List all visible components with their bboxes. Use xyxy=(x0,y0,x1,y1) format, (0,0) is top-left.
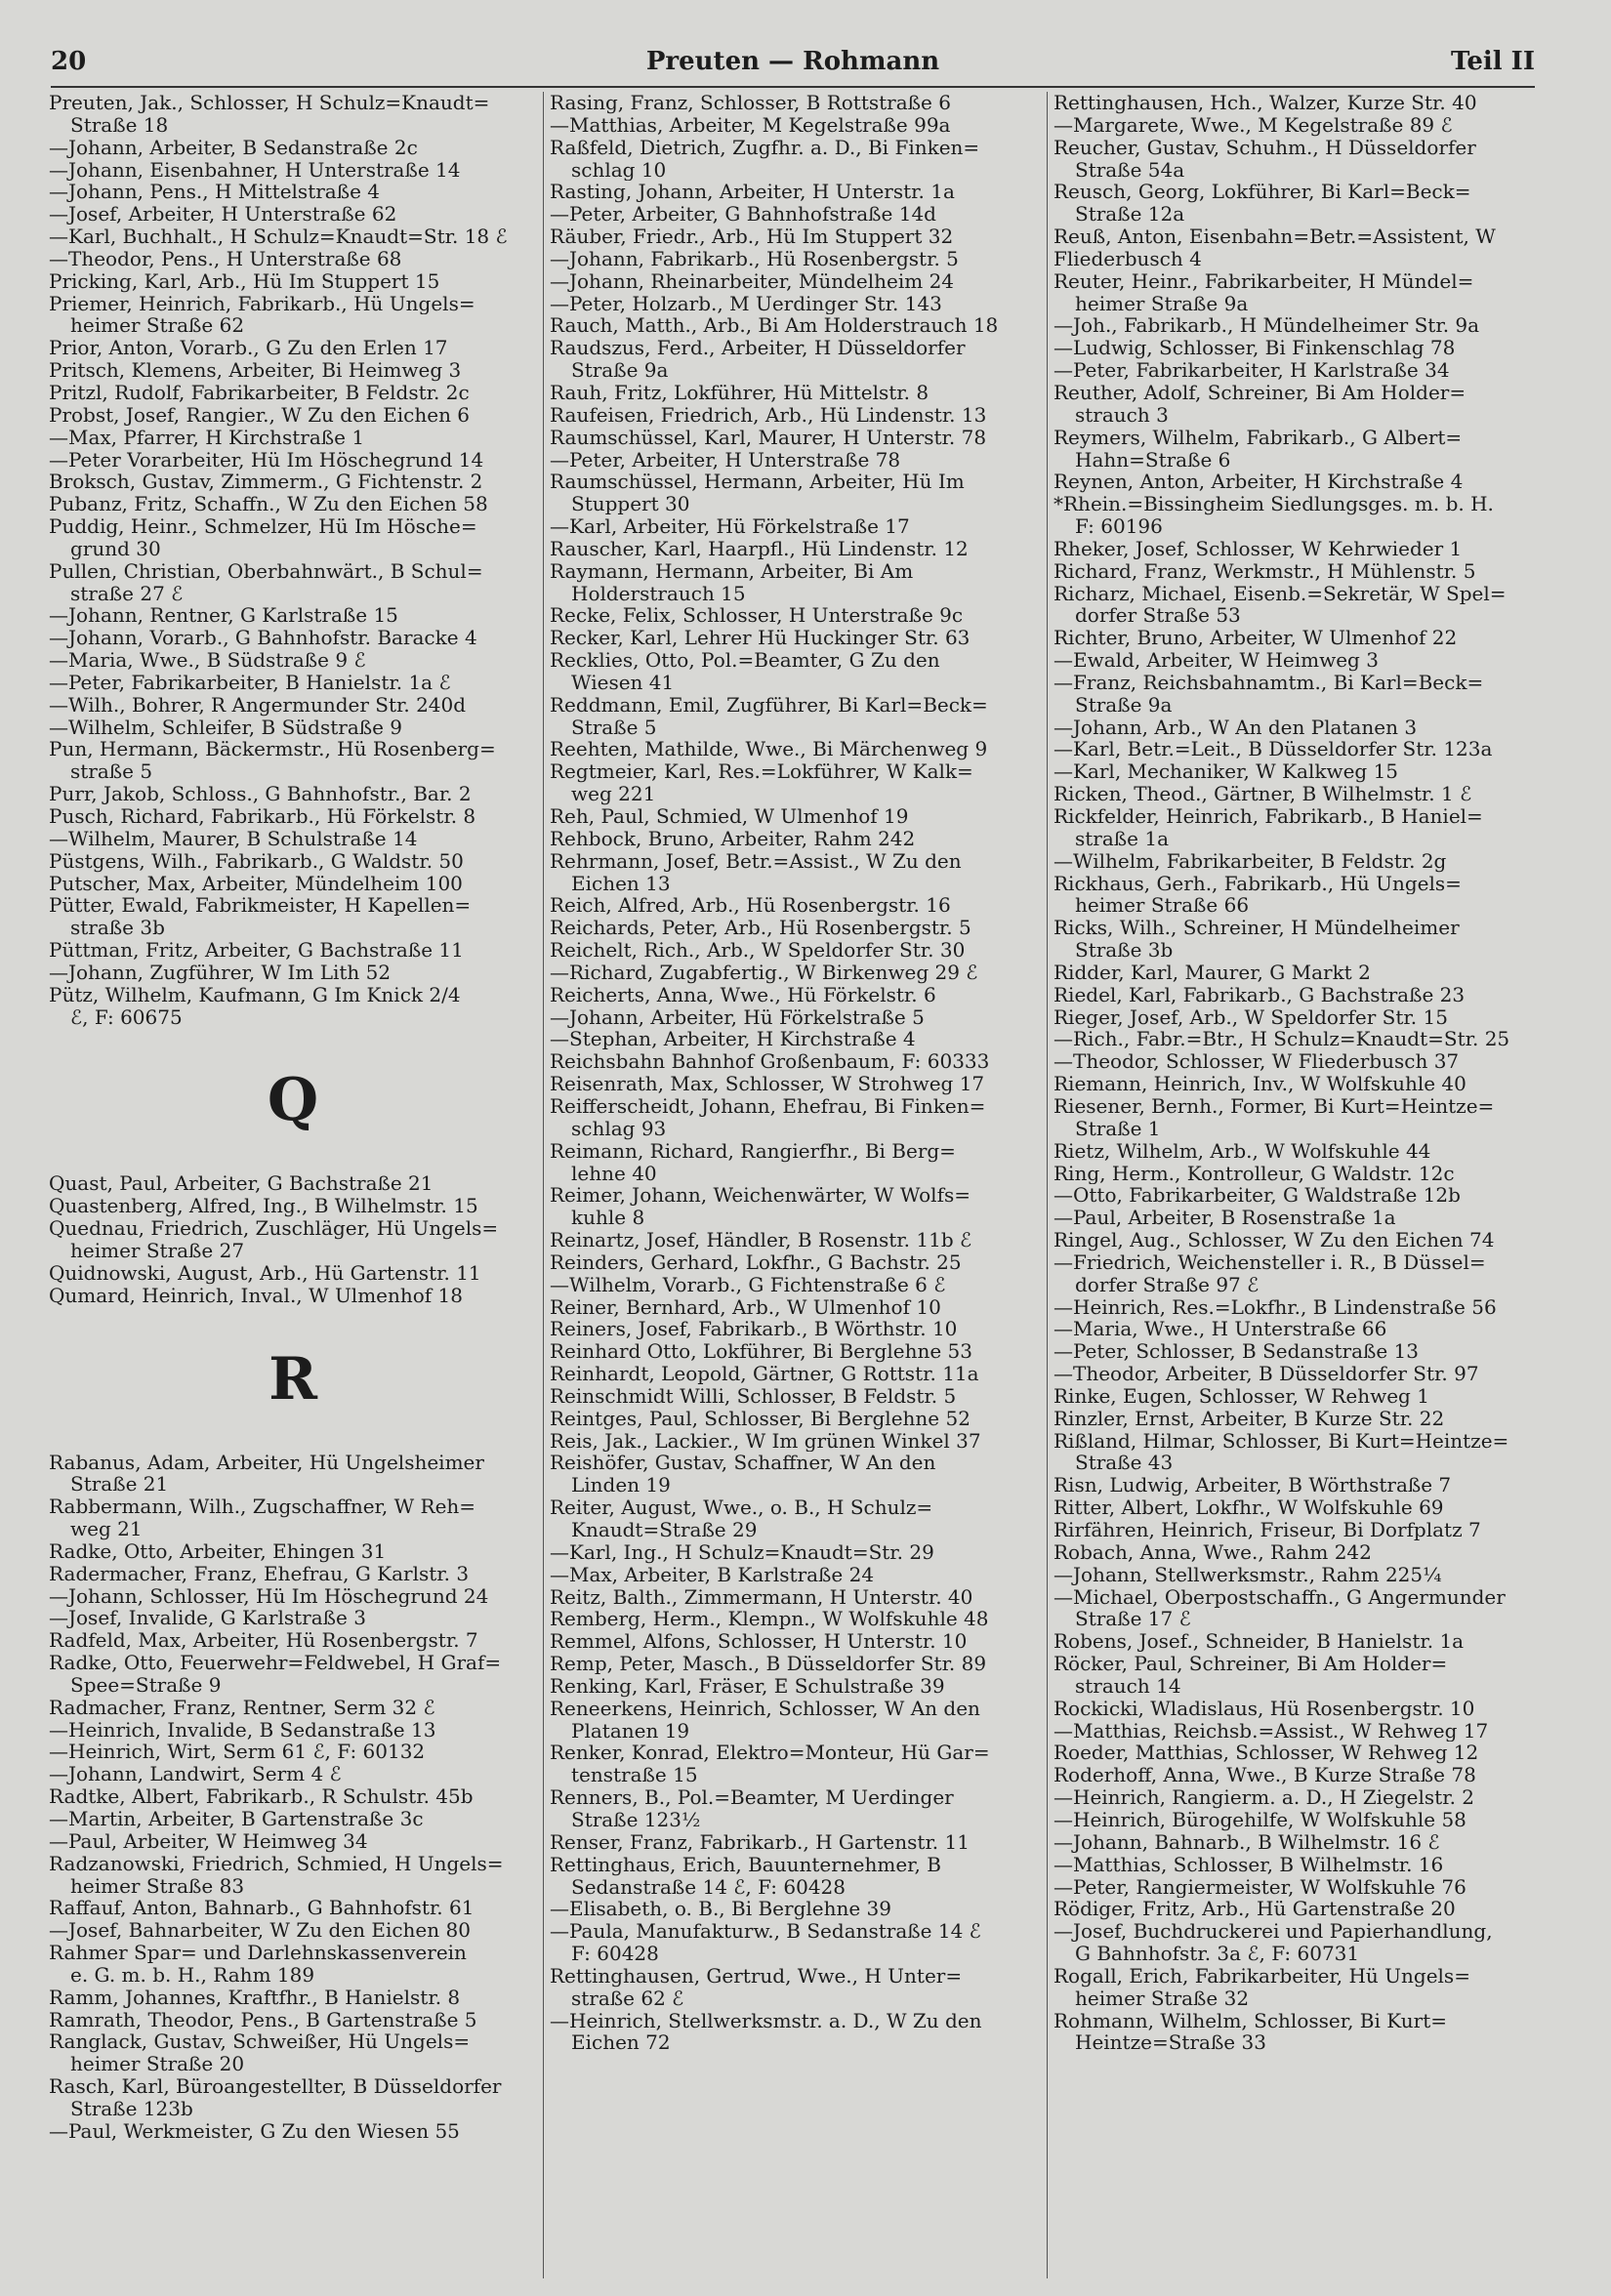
directory-entry: Radfeld, Max, Arbeiter, Hü Rosenbergstr. 7 xyxy=(49,1629,478,1653)
directory-entry: Reinhard Otto, Lokführer, Bi Berglehne 53 xyxy=(550,1340,972,1364)
directory-entry: —Peter, Fabrikarbeiter, H Karlstraße 34 xyxy=(1053,359,1450,382)
section-letter-heading: Q xyxy=(267,1066,319,1135)
section-spacer xyxy=(49,1151,537,1172)
directory-entry: Rogall, Erich, Fabrikarbeiter, Hü Ungels= xyxy=(1053,1964,1470,1988)
directory-entry: Reifferscheidt, Johann, Ehefrau, Bi Finken= xyxy=(550,1094,986,1118)
directory-entry: Reis, Jak., Lackier., W Im grünen Winkel 37 xyxy=(550,1429,981,1453)
directory-entry: Rettinghausen, Hch., Walzer, Kurze Str. 40 xyxy=(1053,92,1477,114)
directory-entry: Raumschüssel, Hermann, Arbeiter, Hü Im xyxy=(550,471,965,494)
directory-entry: —Otto, Fabrikarbeiter, G Waldstraße 12b xyxy=(1053,1184,1461,1208)
directory-entry: —Peter Vorarbeiter, Hü Im Höschegrund 14 xyxy=(49,448,484,472)
directory-entry: Raymann, Hermann, Arbeiter, Bi Am xyxy=(550,559,914,583)
directory-entry: —Max, Arbeiter, B Karlstraße 24 xyxy=(550,1563,875,1586)
directory-entry: Reynen, Anton, Arbeiter, H Kirchstraße 4 xyxy=(1053,471,1464,494)
directory-entry: Rißland, Hilmar, Schlosser, Bi Kurt=Heintze= xyxy=(1053,1429,1509,1453)
directory-entry: Rabanus, Adam, Arbeiter, Hü Ungelsheimer xyxy=(49,1451,484,1474)
entry-continuation: straße 62 ℰ xyxy=(571,1987,684,2010)
directory-entry: Reuter, Heinr., Fabrikarbeiter, H Mündel= xyxy=(1053,269,1474,293)
entry-continuation: e. G. m. b. H., Rahm 189 xyxy=(70,1963,315,1987)
entry-continuation: Eichen 72 xyxy=(571,2031,671,2055)
directory-entry: Reisenrath, Max, Schlosser, W Strohweg 17 xyxy=(550,1073,985,1095)
directory-entry: Raßfeld, Dietrich, Zugfhr. a. D., Bi Finken= xyxy=(550,136,980,159)
entry-continuation: Hahn=Straße 6 xyxy=(1075,448,1231,472)
directory-entry: Renser, Franz, Fabrikarb., H Gartenstr. 11 xyxy=(550,1830,970,1854)
directory-entry: Ringel, Aug., Schlosser, W Zu den Eichen 74 xyxy=(1053,1229,1495,1251)
directory-entry: —Paul, Arbeiter, W Heimweg 34 xyxy=(49,1829,368,1853)
entry-continuation: Straße 9a xyxy=(1075,693,1173,717)
entry-continuation: weg 21 xyxy=(70,1518,143,1540)
directory-entry: Reh, Paul, Schmied, W Ulmenhof 19 xyxy=(550,805,909,828)
directory-entry: Reinartz, Josef, Händler, B Rosenstr. 11b ℰ xyxy=(550,1229,972,1251)
directory-entry: —Heinrich, Res.=Lokfhr., B Lindenstraße 56 xyxy=(1053,1295,1497,1319)
directory-entry: —Wilh., Bohrer, R Angermunder Str. 240d xyxy=(49,693,467,717)
directory-entry: —Peter, Holzarb., M Uerdinger Str. 143 xyxy=(550,292,942,315)
directory-entry: —Johann, Bahnarb., B Wilhelmstr. 16 ℰ xyxy=(1053,1830,1440,1854)
entry-continuation: Eichen 13 xyxy=(571,872,671,895)
entry-continuation: straße 5 xyxy=(70,760,153,784)
directory-entry: —Karl, Arbeiter, Hü Förkelstraße 17 xyxy=(550,515,910,538)
directory-entry: Reich, Alfred, Arb., Hü Rosenbergstr. 16 xyxy=(550,894,951,918)
directory-entry: Rheker, Josef, Schlosser, W Kehrwieder 1 xyxy=(1053,537,1463,560)
directory-column-3 xyxy=(1047,92,1544,2278)
entry-continuation: Stuppert 30 xyxy=(571,493,690,516)
directory-entry: —Johann, Rentner, G Karlstraße 15 xyxy=(49,604,398,628)
directory-entry: Rehrmann, Josef, Betr.=Assist., W Zu den xyxy=(550,849,962,873)
directory-entry: Reintges, Paul, Schlosser, Bi Berglehne 52 xyxy=(550,1407,971,1430)
entry-continuation: Linden 19 xyxy=(571,1474,671,1497)
directory-entry: Robach, Anna, Wwe., Rahm 242 xyxy=(1053,1540,1372,1564)
page-header xyxy=(51,43,1535,88)
directory-entry: —Johann, Schlosser, Hü Im Höschegrund 24 xyxy=(49,1584,489,1608)
directory-entry: Ricken, Theod., Gärtner, B Wilhelmstr. 1 ℰ xyxy=(1053,783,1472,805)
directory-entry: Püstgens, Wilh., Fabrikarb., G Waldstr. 50 xyxy=(49,849,464,873)
directory-entry: Reinhardt, Leopold, Gärtner, G Rottstr. 11a xyxy=(550,1363,979,1385)
directory-entry: —Paul, Werkmeister, G Zu den Wiesen 55 xyxy=(49,2119,460,2143)
directory-entry: Rauch, Matth., Arb., Bi Am Holderstrauch 18 xyxy=(550,314,999,338)
directory-entry: Renker, Konrad, Elektro=Monteur, Hü Gar= xyxy=(550,1742,990,1765)
directory-entry: Röcker, Paul, Schreiner, Bi Am Holder= xyxy=(1053,1653,1448,1675)
directory-entry: *Rhein.=Bissingheim Siedlungsges. m. b. H. xyxy=(1053,493,1494,516)
entry-continuation: heimer Straße 83 xyxy=(70,1874,245,1898)
directory-entry: —Johann, Landwirt, Serm 4 ℰ xyxy=(49,1763,342,1786)
entry-continuation: heimer Straße 62 xyxy=(70,314,245,338)
directory-entry: Puddig, Heinr., Schmelzer, Hü Im Hösche= xyxy=(49,515,477,538)
directory-entry: —Wilhelm, Vorarb., G Fichtenstraße 6 ℰ xyxy=(550,1273,946,1296)
directory-entry: —Heinrich, Stellwerksmstr. a. D., W Zu den xyxy=(550,2009,982,2032)
section-spacer xyxy=(49,1028,537,1049)
entry-continuation: kuhle 8 xyxy=(571,1207,645,1230)
entry-continuation: Straße 123b xyxy=(70,2097,193,2120)
entry-continuation: heimer Straße 20 xyxy=(70,2053,245,2076)
directory-entry: —Paul, Arbeiter, B Rosenstraße 1a xyxy=(1053,1207,1396,1230)
directory-entry: —Theodor, Schlosser, W Fliederbusch 37 xyxy=(1053,1050,1460,1074)
entry-continuation: heimer Straße 32 xyxy=(1075,1987,1250,2010)
directory-entry: —Peter, Schlosser, B Sedanstraße 13 xyxy=(1053,1340,1419,1364)
directory-entry: Rettinghausen, Gertrud, Wwe., H Unter= xyxy=(550,1964,963,1988)
directory-entry: Raufeisen, Friedrich, Arb., Hü Lindenstr. 13 xyxy=(550,403,987,427)
directory-entry: Rauscher, Karl, Haarpfl., Hü Lindenstr. 12 xyxy=(550,537,969,560)
directory-entry: —Johann, Vorarb., G Bahnhofstr. Baracke 4 xyxy=(49,627,477,650)
directory-entry: Ritter, Albert, Lokfhr., W Wolfskuhle 69 xyxy=(1053,1496,1444,1519)
entry-continuation: heimer Straße 27 xyxy=(70,1239,245,1262)
directory-entry: —Johann, Arbeiter, B Sedanstraße 2c xyxy=(49,136,418,159)
directory-entry: Remmel, Alfons, Schlosser, H Unterstr. 10 xyxy=(550,1630,968,1654)
directory-entry: —Maria, Wwe., H Unterstraße 66 xyxy=(1053,1318,1387,1341)
directory-entry: Radzanowski, Friedrich, Schmied, H Ungels= xyxy=(49,1852,504,1875)
directory-entry: Ricks, Wilh., Schreiner, H Mündelheimer xyxy=(1053,917,1460,940)
directory-entry: Quast, Paul, Arbeiter, G Bachstraße 21 xyxy=(49,1172,434,1196)
entry-continuation: Knaudt=Straße 29 xyxy=(571,1519,758,1541)
directory-entry: —Matthias, Schlosser, B Wilhelmstr. 16 xyxy=(1053,1853,1444,1876)
directory-entry: —Johann, Pens., H Mittelstraße 4 xyxy=(49,181,380,204)
directory-entry: Pun, Hermann, Bäckermstr., Hü Rosenberg= xyxy=(49,738,496,761)
directory-entry: —Karl, Ing., H Schulz=Knaudt=Str. 29 xyxy=(550,1540,934,1564)
directory-entry: Pubanz, Fritz, Schaffn., W Zu den Eichen 58 xyxy=(49,493,488,516)
directory-entry: —Heinrich, Wirt, Serm 61 ℰ, F: 60132 xyxy=(49,1741,426,1764)
directory-entry: Raudszus, Ferd., Arbeiter, H Düsseldorfer xyxy=(550,337,966,360)
directory-entry: —Johann, Fabrikarb., Hü Rosenbergstr. 5 xyxy=(550,247,959,270)
directory-entry: —Stephan, Arbeiter, H Kirchstraße 4 xyxy=(550,1028,916,1051)
directory-entry: Pütter, Ewald, Fabrikmeister, H Kapellen= xyxy=(49,894,472,918)
directory-entry: —Rich., Fabr.=Btr., H Schulz=Knaudt=Str. 25 xyxy=(1053,1028,1510,1051)
directory-entry: —Franz, Reichsbahnamtm., Bi Karl=Beck= xyxy=(1053,671,1484,694)
directory-entry: Riedel, Karl, Fabrikarb., G Bachstraße 23 xyxy=(1053,983,1466,1006)
directory-entry: Putscher, Max, Arbeiter, Mündelheim 100 xyxy=(49,872,463,895)
directory-entry: —Theodor, Arbeiter, B Düsseldorfer Str. 97 xyxy=(1053,1363,1479,1385)
directory-entry: Recker, Karl, Lehrer Hü Huckinger Str. 63 xyxy=(550,627,971,650)
directory-entry: —Wilhelm, Schleifer, B Südstraße 9 xyxy=(49,716,403,739)
directory-entry: Rinzler, Ernst, Arbeiter, B Kurze Str. 22 xyxy=(1053,1407,1445,1430)
directory-entry: Reuß, Anton, Eisenbahn=Betr.=Assistent, W xyxy=(1053,226,1496,248)
directory-entry: Risn, Ludwig, Arbeiter, B Wörthstraße 7 xyxy=(1053,1474,1452,1497)
directory-entry: Probst, Josef, Rangier., W Zu den Eichen 6 xyxy=(49,403,471,427)
directory-entry: Reiners, Josef, Fabrikarb., B Wörthstr. 10 xyxy=(550,1318,958,1341)
directory-entry: Recklies, Otto, Pol.=Beamter, G Zu den xyxy=(550,649,940,672)
entry-continuation: F: 60428 xyxy=(571,1943,659,1965)
entry-continuation: lehne 40 xyxy=(571,1162,657,1185)
section-spacer xyxy=(49,1307,537,1329)
directory-entry: —Karl, Mechaniker, W Kalkweg 15 xyxy=(1053,760,1399,784)
directory-entry: Radmacher, Franz, Rentner, Serm 32 ℰ xyxy=(49,1696,435,1719)
entry-continuation: Wiesen 41 xyxy=(571,671,675,694)
directory-entry: Reehten, Mathilde, Wwe., Bi Märchenweg 9 xyxy=(550,738,988,761)
directory-entry: Prior, Anton, Vorarb., G Zu den Erlen 17 xyxy=(49,337,448,360)
section-letter-heading: R xyxy=(268,1344,317,1414)
directory-entry: Roderhoff, Anna, Wwe., B Kurze Straße 78 xyxy=(1053,1764,1476,1787)
directory-entry: Rickhaus, Gerh., Fabrikarb., Hü Ungels= xyxy=(1053,872,1462,895)
entry-continuation: Straße 17 ℰ xyxy=(1075,1608,1191,1631)
entry-continuation: G Bahnhofstr. 3a ℰ, F: 60731 xyxy=(1075,1943,1360,1965)
directory-entry: Rahmer Spar= und Darlehnskassenverein xyxy=(49,1942,467,1964)
directory-entry: —Paula, Manufakturw., B Sedanstraße 14 ℰ xyxy=(550,1920,981,1944)
directory-entry: —Peter, Fabrikarbeiter, B Hanielstr. 1a ℰ xyxy=(49,671,451,694)
directory-entry: Rinke, Eugen, Schlosser, W Rehweg 1 xyxy=(1053,1384,1429,1408)
directory-entry: —Josef, Arbeiter, H Unterstraße 62 xyxy=(49,203,397,226)
directory-entry: —Josef, Bahnarbeiter, W Zu den Eichen 80 xyxy=(49,1919,471,1943)
directory-entry: Rödiger, Fritz, Arb., Hü Gartenstraße 20 xyxy=(1053,1898,1456,1921)
directory-entry: Ramm, Johannes, Kraftfhr., B Hanielstr. 8 xyxy=(49,1986,461,2009)
directory-entry: Remberg, Herm., Klempn., W Wolfskuhle 48 xyxy=(550,1608,989,1631)
directory-entry: Reishöfer, Gustav, Schaffner, W An den xyxy=(550,1452,936,1475)
directory-entry: Riemann, Heinrich, Inv., W Wolfskuhle 40 xyxy=(1053,1073,1466,1095)
directory-entry: Rehbock, Bruno, Arbeiter, Rahm 242 xyxy=(550,827,916,850)
directory-entry: Reichelt, Rich., Arb., W Speldorfer Str. 30 xyxy=(550,939,966,962)
directory-entry: Radke, Otto, Feuerwehr=Feldwebel, H Graf= xyxy=(49,1652,502,1674)
entry-continuation: heimer Straße 9a xyxy=(1075,292,1249,315)
directory-entry: Rohmann, Wilhelm, Schlosser, Bi Kurt= xyxy=(1053,2009,1447,2032)
directory-entry: —Karl, Buchhalt., H Schulz=Knaudt=Str. 18 ℰ xyxy=(49,226,508,248)
directory-entry: Reinders, Gerhard, Lokfhr., G Bachstr. 25 xyxy=(550,1250,962,1274)
page-number: 20 xyxy=(51,47,87,76)
directory-entry: —Johann, Arb., W An den Platanen 3 xyxy=(1053,716,1418,739)
directory-entry: —Richard, Zugabfertig., W Birkenweg 29 ℰ xyxy=(550,961,978,984)
directory-entry: Reimer, Johann, Weichenwärter, W Wolfs= xyxy=(550,1184,971,1208)
directory-entry: —Heinrich, Invalide, B Sedanstraße 13 xyxy=(49,1718,436,1742)
entry-continuation: Platanen 19 xyxy=(571,1719,690,1742)
directory-entry: Regtmeier, Karl, Res.=Lokführer, W Kalk= xyxy=(550,760,973,784)
directory-entry: Radke, Otto, Arbeiter, Ehingen 31 xyxy=(49,1539,387,1563)
entry-continuation: Straße 123½ xyxy=(571,1808,701,1831)
directory-entry: Radermacher, Franz, Ehefrau, G Karlstr. 3 xyxy=(49,1562,470,1585)
directory-entry: Reimann, Richard, Rangierfhr., Bi Berg= xyxy=(550,1139,956,1163)
directory-entry: Reichards, Peter, Arb., Hü Rosenbergstr. 5 xyxy=(550,917,971,940)
directory-entry: Reiter, August, Wwe., o. B., H Schulz= xyxy=(550,1496,933,1519)
running-title: Preuten — Rohmann xyxy=(645,47,940,76)
directory-entry: Pricking, Karl, Arb., Hü Im Stuppert 15 xyxy=(49,269,440,293)
entry-continuation: Straße 5 xyxy=(571,716,657,739)
directory-entry: Priemer, Heinrich, Fabrikarb., Hü Ungels= xyxy=(49,292,475,315)
entry-continuation: schlag 93 xyxy=(571,1117,667,1140)
directory-entry: —Joh., Fabrikarb., H Mündelheimer Str. 9a xyxy=(1053,314,1480,338)
directory-entry: Robens, Josef., Schneider, B Hanielstr. 1a xyxy=(1053,1630,1465,1654)
entry-continuation: ℰ, F: 60675 xyxy=(70,1005,183,1029)
entry-continuation: Straße 54a xyxy=(1075,158,1185,182)
entry-continuation: F: 60196 xyxy=(1075,515,1163,538)
directory-entry: Rockicki, Wladislaus, Hü Rosenbergstr. 10 xyxy=(1053,1697,1475,1720)
directory-entry: —Michael, Oberpostschaffn., G Angermunder xyxy=(1053,1585,1506,1609)
directory-entry: Rirfähren, Heinrich, Friseur, Bi Dorfplatz 7 xyxy=(1053,1519,1481,1541)
directory-entry: Reicherts, Anna, Wwe., Hü Förkelstr. 6 xyxy=(550,983,936,1006)
directory-column-1 xyxy=(49,92,537,2278)
directory-entry: Rasing, Franz, Schlosser, B Rottstraße 6 xyxy=(550,92,951,114)
directory-entry: Richard, Franz, Werkmstr., H Mühlenstr. 5 xyxy=(1053,559,1476,583)
directory-entry: —Heinrich, Rangierm. a. D., H Ziegelstr. 2 xyxy=(1053,1786,1475,1809)
directory-entry: —Peter, Arbeiter, H Unterstraße 78 xyxy=(550,448,901,472)
directory-entry: Pullen, Christian, Oberbahnwärt., B Schul= xyxy=(49,559,483,583)
directory-entry: Rietz, Wilhelm, Arb., W Wolfskuhle 44 xyxy=(1053,1139,1431,1163)
directory-entry: Püttman, Fritz, Arbeiter, G Bachstraße 11 xyxy=(49,939,464,962)
directory-entry: Rauh, Fritz, Lokführer, Hü Mittelstr. 8 xyxy=(550,381,929,404)
directory-entry: Pritzl, Rudolf, Fabrikarbeiter, B Feldstr. 2c xyxy=(49,381,470,404)
directory-entry: Ridder, Karl, Maurer, G Markt 2 xyxy=(1053,961,1371,984)
directory-entry: Raumschüssel, Karl, Maurer, H Unterstr. 78 xyxy=(550,426,987,449)
directory-entry: Rettinghaus, Erich, Bauunternehmer, B xyxy=(550,1853,941,1876)
directory-entry: Renners, B., Pol.=Beamter, M Uerdinger xyxy=(550,1786,954,1809)
directory-entry: Quednau, Friedrich, Zuschläger, Hü Ungels= xyxy=(49,1217,499,1240)
directory-entry: —Friedrich, Weichensteller i. R., B Düssel= xyxy=(1053,1250,1486,1274)
directory-entry: —Matthias, Arbeiter, M Kegelstraße 99a xyxy=(550,113,951,137)
entry-continuation: Straße 1 xyxy=(1075,1117,1161,1140)
directory-entry: Recke, Felix, Schlosser, H Unterstraße 9c xyxy=(550,604,964,628)
directory-entry: —Wilhelm, Maurer, B Schulstraße 14 xyxy=(49,827,418,850)
directory-entry: Reitz, Balth., Zimmermann, H Unterstr. 40 xyxy=(550,1585,973,1609)
directory-entry: Quidnowski, August, Arb., Hü Gartenstr. 11 xyxy=(49,1261,481,1285)
directory-entry: Richarz, Michael, Eisenb.=Sekretär, W Spel= xyxy=(1053,582,1507,605)
directory-entry: Reddmann, Emil, Zugführer, Bi Karl=Beck= xyxy=(550,693,988,717)
directory-entry: —Johann, Stellwerksmstr., Rahm 225¼ xyxy=(1053,1563,1442,1586)
directory-entry: Rabbermann, Wilh., Zugschaffner, W Reh= xyxy=(49,1496,476,1519)
directory-entry: —Elisabeth, o. B., Bi Berglehne 39 xyxy=(550,1898,892,1921)
directory-entry: Räuber, Friedr., Arb., Hü Im Stuppert 32 xyxy=(550,226,954,248)
directory-entry: Quastenberg, Alfred, Ing., B Wilhelmstr. 15 xyxy=(49,1195,478,1218)
directory-entry: Reusch, Georg, Lokführer, Bi Karl=Beck= xyxy=(1053,181,1471,204)
directory-entry: Rieger, Josef, Arb., W Speldorfer Str. 15 xyxy=(1053,1005,1448,1029)
entry-continuation: straße 3b xyxy=(70,917,165,940)
directory-entry: Pusch, Richard, Fabrikarb., Hü Förkelstr. 8 xyxy=(49,805,476,828)
entry-continuation: dorfer Straße 53 xyxy=(1075,604,1241,628)
entry-continuation: strauch 3 xyxy=(1075,403,1169,427)
directory-entry: Reiner, Bernhard, Arb., W Ulmenhof 10 xyxy=(550,1295,941,1319)
directory-entry: Reymers, Wilhelm, Fabrikarb., G Albert= xyxy=(1053,426,1463,449)
entry-continuation: dorfer Straße 97 ℰ xyxy=(1075,1273,1260,1296)
entry-continuation: straße 27 ℰ xyxy=(70,582,184,605)
directory-entry: Rickfelder, Heinrich, Fabrikarb., B Haniel= xyxy=(1053,805,1483,828)
directory-entry: —Wilhelm, Fabrikarbeiter, B Feldstr. 2g xyxy=(1053,849,1447,873)
entry-continuation: Straße 9a xyxy=(571,359,669,382)
directory-entry: Reinschmidt Willi, Schlosser, B Feldstr. 5 xyxy=(550,1384,957,1408)
directory-entry: Purr, Jakob, Schloss., G Bahnhofstr., Bar. 2 xyxy=(49,783,472,805)
entry-continuation: weg 221 xyxy=(571,783,656,805)
directory-entry: Fliederbusch 4 xyxy=(1053,247,1202,270)
directory-entry: —Peter, Rangiermeister, W Wolfskuhle 76 xyxy=(1053,1875,1466,1899)
directory-entry: —Ewald, Arbeiter, W Heimweg 3 xyxy=(1053,649,1379,672)
directory-entry: Riesener, Bernh., Former, Bi Kurt=Heintze= xyxy=(1053,1094,1495,1118)
entry-continuation: schlag 10 xyxy=(571,158,667,182)
directory-entry: Ramrath, Theodor, Pens., B Gartenstraße 5 xyxy=(49,2008,477,2031)
directory-entry: Broksch, Gustav, Zimmerm., G Fichtenstr. 2 xyxy=(49,471,483,494)
directory-entry: —Karl, Betr.=Leit., B Düsseldorfer Str. 123a xyxy=(1053,738,1493,761)
directory-entry: Pütz, Wilhelm, Kaufmann, G Im Knick 2/4 xyxy=(49,983,461,1006)
directory-entry: —Matthias, Reichsb.=Assist., W Rehweg 17 xyxy=(1053,1719,1489,1742)
directory-entry: —Josef, Buchdruckerei und Papierhandlung, xyxy=(1053,1920,1493,1944)
entry-continuation: Straße 3b xyxy=(1075,939,1174,962)
directory-entry: —Margarete, Wwe., M Kegelstraße 89 ℰ xyxy=(1053,113,1453,137)
directory-entry: Pritsch, Klemens, Arbeiter, Bi Heimweg 3 xyxy=(49,359,462,382)
directory-entry: —Max, Pfarrer, H Kirchstraße 1 xyxy=(49,426,365,449)
directory-entry: Reneerkens, Heinrich, Schlosser, W An den xyxy=(550,1697,980,1720)
directory-entry: Reuther, Adolf, Schreiner, Bi Am Holder= xyxy=(1053,381,1466,404)
entry-continuation: Straße 18 xyxy=(70,113,169,137)
directory-entry: Reichsbahn Bahnhof Großenbaum, F: 60333 xyxy=(550,1050,990,1074)
directory-entry: Ring, Herm., Kontrolleur, G Waldstr. 12c xyxy=(1053,1162,1455,1185)
directory-entry: —Johann, Rheinarbeiter, Mündelheim 24 xyxy=(550,269,955,293)
entry-continuation: Heintze=Straße 33 xyxy=(1075,2031,1266,2055)
directory-entry: —Peter, Arbeiter, G Bahnhofstraße 14d xyxy=(550,203,936,226)
part-label: Teil II xyxy=(1450,47,1535,76)
directory-entry: —Johann, Zugführer, W Im Lith 52 xyxy=(49,961,392,984)
directory-entry: Raffauf, Anton, Bahnarb., G Bahnhofstr. 61 xyxy=(49,1897,475,1920)
directory-entry: Rasting, Johann, Arbeiter, H Unterstr. 1a xyxy=(550,181,955,204)
directory-entry: —Josef, Invalide, G Karlstraße 3 xyxy=(49,1607,366,1630)
entry-continuation: Straße 43 xyxy=(1075,1452,1174,1475)
directory-entry: —Maria, Wwe., B Südstraße 9 ℰ xyxy=(49,649,366,672)
directory-entry: Rasch, Karl, Büroangestellter, B Düsseldorfer xyxy=(49,2075,502,2098)
directory-entry: Qumard, Heinrich, Inval., W Ulmenhof 18 xyxy=(49,1284,464,1307)
entry-continuation: straße 1a xyxy=(1075,827,1169,850)
directory-entry: Reucher, Gustav, Schuhm., H Düsseldorfer xyxy=(1053,136,1476,159)
section-spacer xyxy=(49,1430,537,1452)
directory-entry: Radtke, Albert, Fabrikarb., R Schulstr. 45b xyxy=(49,1785,474,1808)
directory-entry: —Johann, Eisenbahner, H Unterstraße 14 xyxy=(49,158,461,182)
entry-continuation: grund 30 xyxy=(70,537,161,560)
entry-continuation: Straße 12a xyxy=(1075,203,1185,226)
entry-continuation: Holderstrauch 15 xyxy=(571,582,746,605)
entry-continuation: tenstraße 15 xyxy=(571,1764,698,1787)
directory-entry: Roeder, Matthias, Schlosser, W Rehweg 12 xyxy=(1053,1742,1479,1765)
directory-column-2 xyxy=(543,92,1044,2278)
directory-entry: —Johann, Arbeiter, Hü Förkelstraße 5 xyxy=(550,1005,925,1029)
directory-entry: Remp, Peter, Masch., B Düsseldorfer Str. 89 xyxy=(550,1653,987,1675)
entry-continuation: Spee=Straße 9 xyxy=(70,1673,222,1697)
entry-continuation: heimer Straße 66 xyxy=(1075,894,1250,918)
directory-entry: —Martin, Arbeiter, B Gartenstraße 3c xyxy=(49,1808,424,1830)
directory-entry: —Ludwig, Schlosser, Bi Finkenschlag 78 xyxy=(1053,337,1456,360)
entry-continuation: strauch 14 xyxy=(1075,1674,1181,1698)
directory-entry: —Heinrich, Bürogehilfe, W Wolfskuhle 58 xyxy=(1053,1808,1466,1831)
directory-entry: Richter, Bruno, Arbeiter, W Ulmenhof 22 xyxy=(1053,627,1458,650)
directory-entry: Renking, Karl, Fräser, E Schulstraße 39 xyxy=(550,1674,945,1698)
directory-entry: Ranglack, Gustav, Schweißer, Hü Ungels= xyxy=(49,2030,471,2054)
entry-continuation: Straße 21 xyxy=(70,1473,169,1496)
directory-entry: Preuten, Jak., Schlosser, H Schulz=Knaudt= xyxy=(49,92,490,114)
entry-continuation: Sedanstraße 14 ℰ, F: 60428 xyxy=(571,1875,846,1899)
directory-entry: —Theodor, Pens., H Unterstraße 68 xyxy=(49,247,402,270)
